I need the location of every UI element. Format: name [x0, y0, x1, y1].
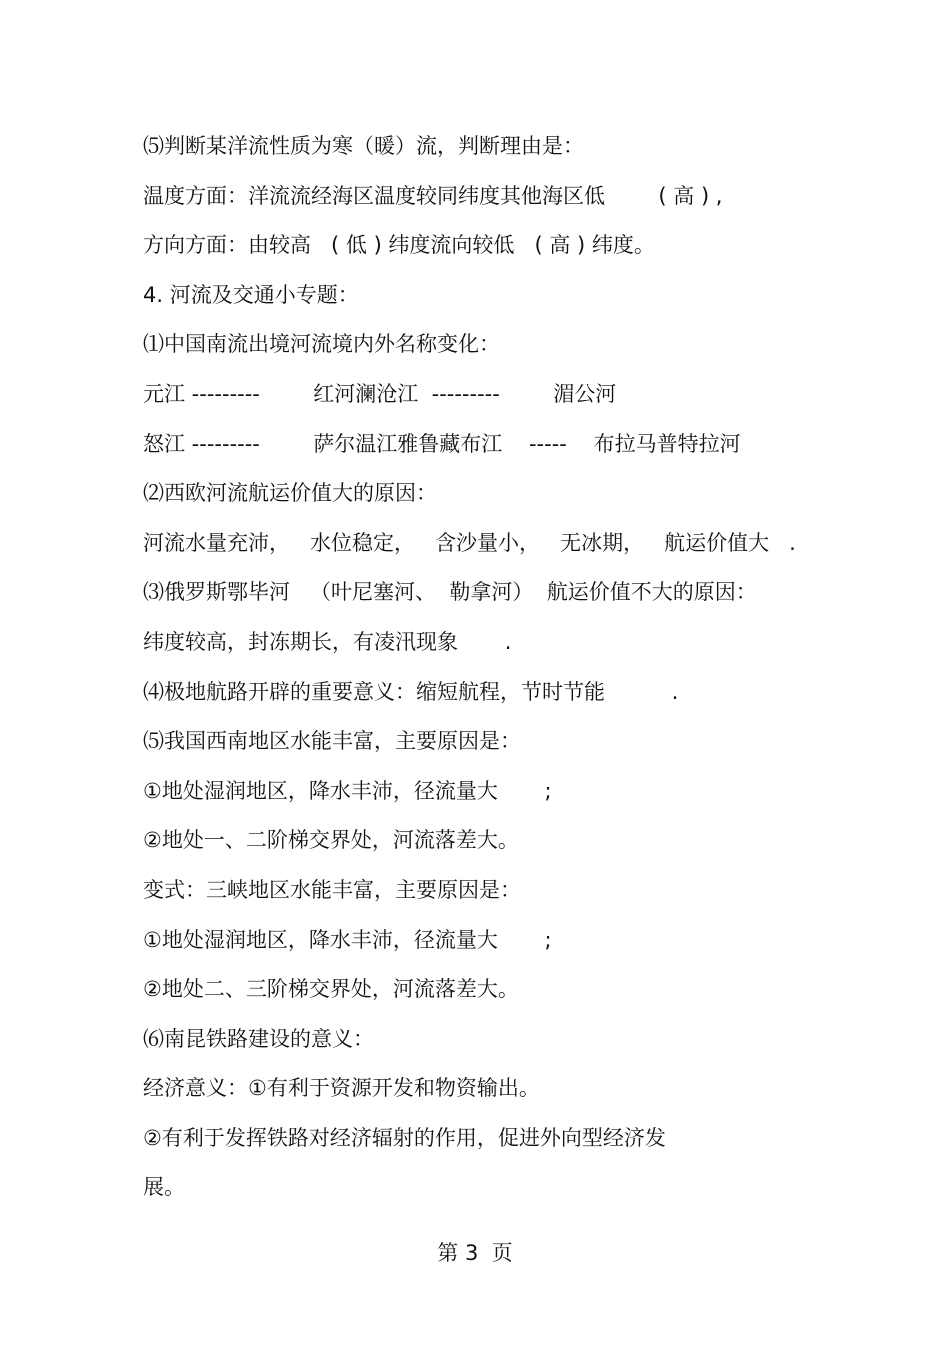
text-line-three-gorges-reason-2: ②地处二、三阶梯交界处，河流落差大。 — [143, 977, 519, 1002]
text-line-ob-river: ⑶俄罗斯鄂毕河 （叶尼塞河、 勒拿河） 航运价值不大的原因： — [143, 580, 757, 605]
page-body — [143, 122, 843, 1213]
section-heading-rivers-transport: 4. 河流及交通小专题： — [143, 282, 359, 307]
text-line-west-europe-rivers: ⑵西欧河流航运价值大的原因： — [143, 481, 437, 506]
text-line-economic-significance-2: ②有利于发挥铁路对经济辐射的作用，促进外向型经济发 — [143, 1125, 666, 1150]
page-number: 第 3 页 — [437, 1241, 513, 1265]
text-line-direction-reason: 方向方面：由较高 ( 低 ) 纬度流向较低 ( 高 ) 纬度。 — [143, 233, 655, 258]
text-line-nankun-railway: ⑹南昆铁路建设的意义： — [143, 1026, 374, 1051]
text-line-west-europe-reasons: 河流水量充沛， 水位稳定， 含沙量小， 无冰期， 航运价值大 . — [143, 530, 796, 555]
text-line-three-gorges-reason-1: ①地处湿润地区，降水丰沛，径流量大 ; — [143, 927, 552, 952]
text-line-southwest-hydropower: ⑸我国西南地区水能丰富，主要原因是： — [143, 729, 521, 754]
text-line-polar-route: ⑷极地航路开辟的重要意义：缩短航程，节时节能 . — [143, 679, 679, 704]
text-line-southwest-reason-1: ①地处湿润地区，降水丰沛，径流量大 ; — [143, 778, 552, 803]
text-line-southwest-reason-2: ②地处一、二阶梯交界处，河流落差大。 — [143, 828, 519, 853]
text-line-south-flowing-rivers: ⑴中国南流出境河流境内外名称变化： — [143, 332, 500, 357]
text-line-three-gorges: 变式：三峡地区水能丰富，主要原因是： — [143, 877, 521, 902]
text-line-economic-significance-1: 经济意义：①有利于资源开发和物资输出。 — [143, 1076, 540, 1101]
text-line-yuanjiang: 元江 --------- 红河澜沧江 --------- 湄公河 — [143, 381, 617, 406]
text-line-temperature-reason: 温度方面：洋流流经海区温度较同纬度其他海区低 ( 高 ) , — [143, 183, 723, 208]
text-line-nujiang: 怒江 --------- 萨尔温江雅鲁藏布江 ----- 布拉马普特拉河 — [143, 431, 741, 456]
text-line-ocean-current-heading: ⑸判断某洋流性质为寒（暖）流，判断理由是： — [143, 134, 584, 158]
text-line-ob-river-reasons: 纬度较高，封冻期长，有凌汛现象 . — [143, 629, 512, 654]
text-line-economic-significance-2-cont: 展。 — [143, 1175, 185, 1200]
